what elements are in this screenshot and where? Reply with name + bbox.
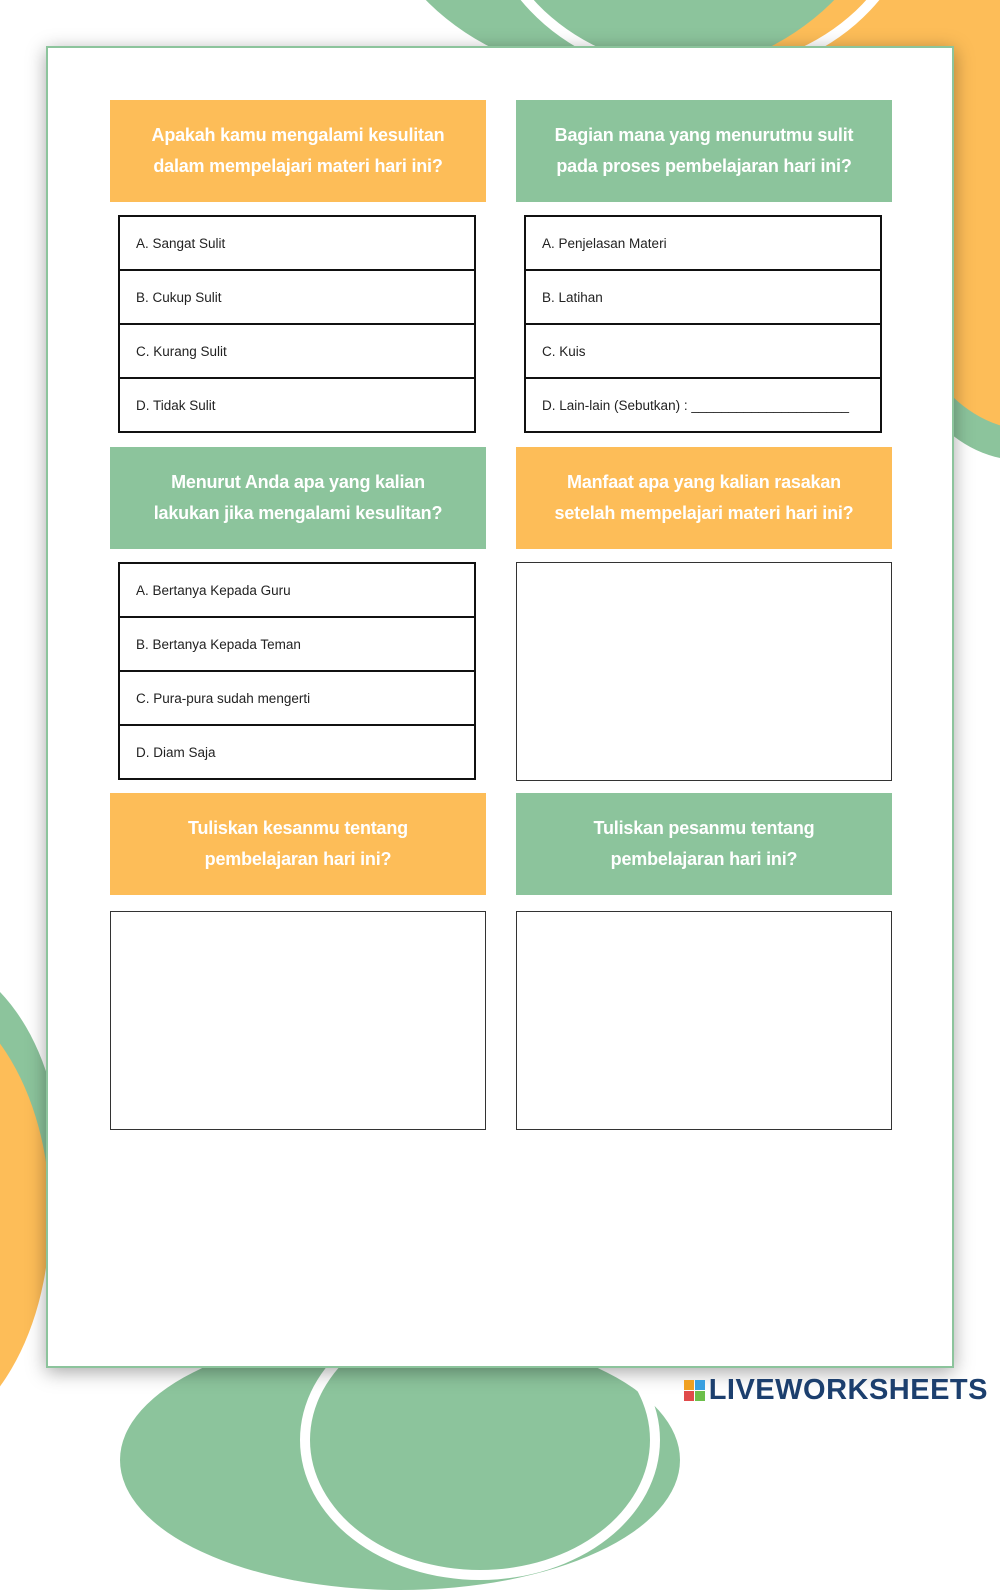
question-3-title: Menurut Anda apa yang kalian lakukan jika mengalami kesulitan? xyxy=(153,472,443,523)
question-2-title: Bagian mana yang menurutmu sulit pada proses pembelajaran hari ini? xyxy=(554,125,854,176)
question-1-header xyxy=(110,100,486,202)
question-5-answer-box[interactable] xyxy=(110,911,486,1130)
question-2-option-b[interactable]: B. Latihan xyxy=(526,271,880,325)
question-1-option-d[interactable]: D. Tidak Sulit xyxy=(136,397,216,413)
question-3-options xyxy=(118,562,476,780)
question-3-option-c[interactable]: C. Pura-pura sudah mengerti xyxy=(120,672,474,726)
question-2-options xyxy=(524,215,882,433)
question-1-option-c[interactable]: C. Kurang Sulit xyxy=(120,325,474,379)
question-1-title: Apakah kamu mengalami kesulitan dalam mempelajari materi hari ini? xyxy=(151,125,445,176)
liveworksheets-brand xyxy=(684,1374,988,1407)
question-3-option-b[interactable]: B. Bertanya Kepada Teman xyxy=(120,618,474,672)
question-2-option-d[interactable]: D. Lain-lain (Sebutkan) : _____________________ xyxy=(542,397,849,413)
question-1-options xyxy=(118,215,476,433)
question-6-header xyxy=(516,793,892,895)
question-4-answer-box[interactable] xyxy=(516,562,892,781)
question-1-option-b[interactable]: B. Cukup Sulit xyxy=(120,271,474,325)
question-6-title: Tuliskan pesanmu tentang pembelajaran hari ini? xyxy=(593,818,815,869)
question-6-answer-box[interactable] xyxy=(516,911,892,1130)
question-5-title: Tuliskan kesanmu tentang pembelajaran hari ini? xyxy=(188,818,408,869)
question-4-header xyxy=(516,447,892,549)
worksheet-page xyxy=(46,46,954,1368)
question-2-option-c[interactable]: C. Kuis xyxy=(526,325,880,379)
question-3-option-d[interactable]: D. Diam Saja xyxy=(136,744,216,760)
question-4-title: Manfaat apa yang kalian rasakan setelah mempelajari materi hari ini? xyxy=(554,472,854,523)
question-1-option-a[interactable]: A. Sangat Sulit xyxy=(120,217,474,271)
brand-text: LIVEWORKSHEETS xyxy=(708,1374,988,1406)
question-3-header xyxy=(110,447,486,549)
question-5-header xyxy=(110,793,486,895)
question-3-option-a[interactable]: A. Bertanya Kepada Guru xyxy=(120,564,474,618)
liveworksheets-logo-icon xyxy=(684,1380,705,1401)
question-2-option-a[interactable]: A. Penjelasan Materi xyxy=(526,217,880,271)
question-2-header xyxy=(516,100,892,202)
